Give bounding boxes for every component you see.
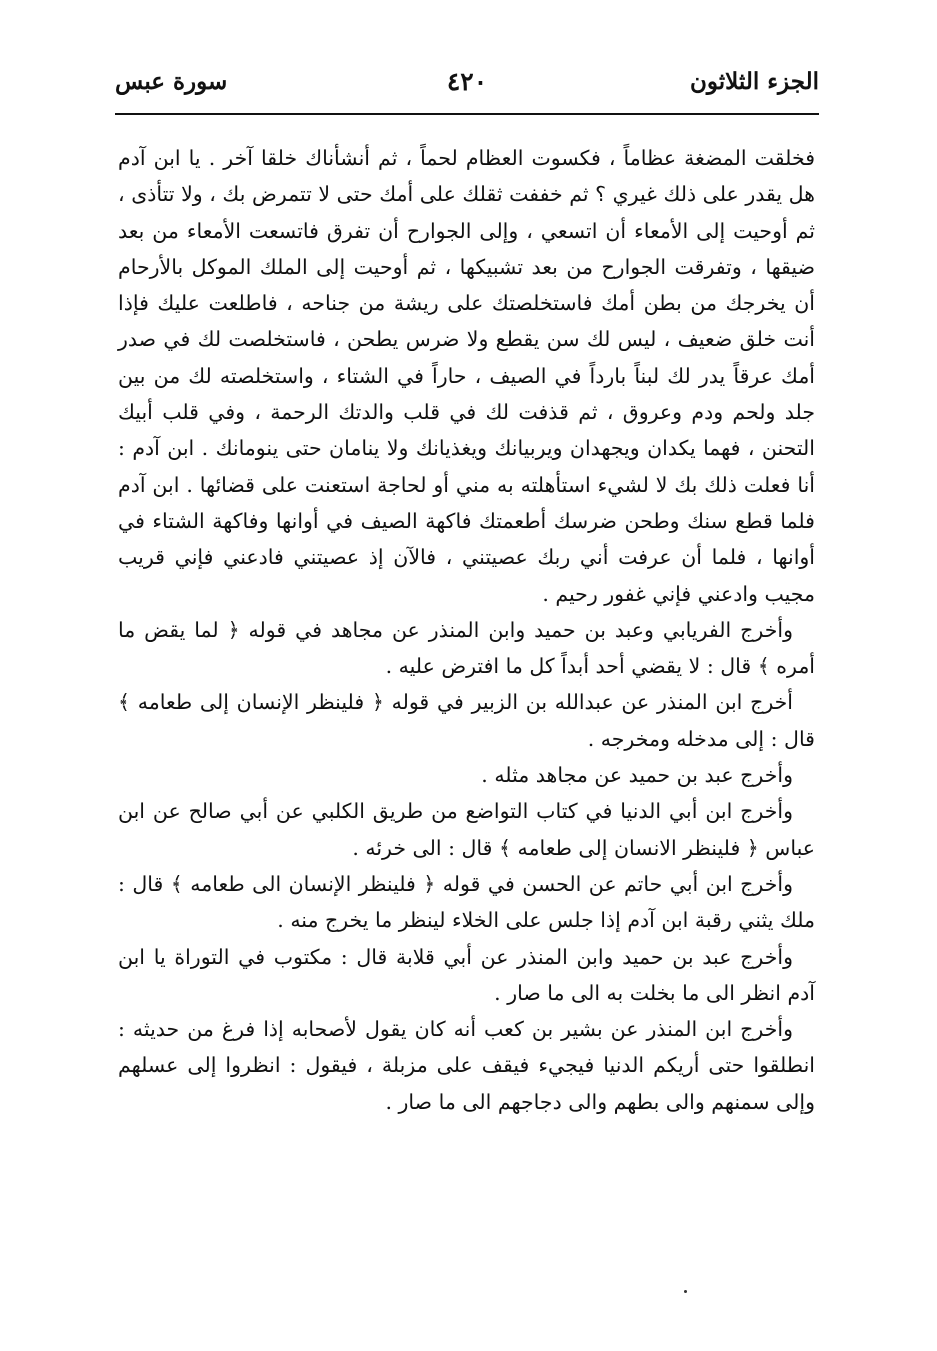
page-header [115, 62, 819, 102]
header-divider [115, 113, 819, 115]
paragraph: أخرج ابن المنذر عن عبدالله بن الزبير في قوله ﴿ فلينظر الإنسان إلى طعامه ﴾ قال : إلى مدخله ومخرجه . [118, 690, 815, 751]
paragraph: وأخرج ابن أبي الدنيا في كتاب التواضع من طريق الكلبي عن أبي صالح عن ابن عباس ﴿ فلينظر الانسان إلى طعامه ﴾ قال : الى خرئه . [118, 799, 815, 860]
print-speck [684, 1290, 687, 1293]
paragraph: وأخرج ابن أبي حاتم عن الحسن في قوله ﴿ فلينظر الإنسان الى طعامه ﴾ قال : ملك يثني رقبة ابن آدم إذا جلس على الخلاء لينظر ما يخرج منه . [118, 871, 815, 933]
body-text [118, 140, 815, 1120]
paragraph: وأخرج ابن المنذر عن بشير بن كعب أنه كان يقول لأصحابه إذا فرغ من حديثه : انطلقوا حتى أريكم الدنيا فيجيء فيقف على مزبلة ، فيقول : انظروا إلى عسلهم وإلى سمنهم والى بطهم والى دجاجهم الى ما صار . [118, 1017, 815, 1114]
surah-title: سورة عبس [115, 68, 228, 95]
paragraph: وأخرج عبد بن حميد وابن المنذر عن أبي قلابة قال : مكتوب في التوراة يا ابن آدم انظر الى ما بخلت به الى ما صار . [118, 944, 815, 1005]
paragraph: وأخرج عبد بن حميد عن مجاهد مثله . [481, 763, 793, 788]
part-title: الجزء الثلاثون [690, 68, 819, 95]
page-number: ٤٢٠ [446, 67, 488, 96]
paragraph: وأخرج الفريابي وعبد بن حميد وابن المنذر عن مجاهد في قوله ﴿ لما يقض ما أمره ﴾ قال : لا يقضي أحد أبداً كل ما افترض عليه . [118, 617, 815, 679]
paragraph: فخلقت المضغة عظاماً ، فكسوت العظام لحماً ، ثم أنشأناك خلقا آخر . يا ابن آدم هل يقدر على ذلك غيري ؟ ثم خففت ثقلك على أمك حتى لا تتمرض بك ، ولا تتأذى ، ثم أوحيت إلى الأمعاء أن اتسعي ، وإلى الجوارح أن تفرق فاتسعت الأمعاء من بعد ضيقها ، وتفرقت الجوارح من بعد تشبيكها ، ثم أوحيت إلى الملك الموكل بالأرحام أن يخرجك من بطن أمك فاستخلصتك على ريشة من جناحه ، فاطلعت عليك فإذا أنت خلق ضعيف ، ليس لك سن يقطع ولا ضرس يطحن ، فاستخلصت لك في صدر أمك عرقاً يدر لك لبناً بارداً في الصيف ، حاراً في الشتاء ، واستخلصته لك من بين جلد ولحم ودم وعروق ، ثم قذفت لك في قلب والدتك الرحمة ، وفي قلب أبيك التحنن ، فهما يكدان ويجهدان ويربيانك ويغذيانك ولا ينامان حتى ينومانك . ابن آدم : أنا فعلت ذلك بك لا لشيء استأهلته به مني أو لحاجة استعنت على قضائها . ابن آدم فلما قطع سنك وطحن ضرسك أطعمتك فاكهة الصيف في أوانها وفاكهة الشتاء في أوانها ، فلما أن عرفت أني ربك عصيتني ، فالآن إذ عصيتني فادعني فإني قريب مجيب وادعني فإني غفور رحيم . [118, 146, 815, 606]
